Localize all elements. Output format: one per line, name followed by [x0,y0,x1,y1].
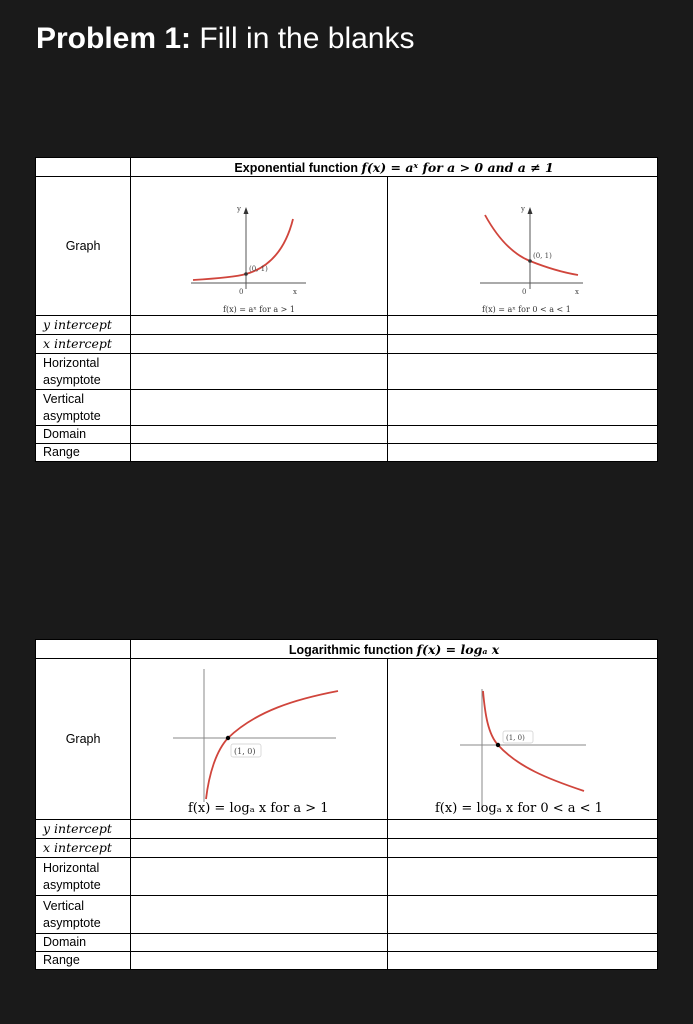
answer-cell[interactable] [387,354,657,390]
x-axis-label: x [293,288,298,296]
row-label-horizontal-asymptote: Horizontal asymptote [36,858,131,896]
answer-cell[interactable] [387,390,657,426]
y-axis-arrow-icon [244,207,249,214]
answer-cell[interactable] [131,820,387,839]
intercept-point [495,743,499,747]
exp-header-prefix: Exponential function [234,160,362,175]
answer-cell[interactable] [131,354,387,390]
exp-graph-label: Graph [36,177,131,316]
title-rest: Fill in the blanks [191,22,415,55]
log-graph-label: Graph [36,659,131,820]
answer-cell[interactable] [387,335,657,354]
row-label-horizontal-asymptote: Horizontal asymptote [36,354,131,390]
row-label-range: Range [36,952,131,970]
logarithmic-table [35,639,658,970]
answer-cell[interactable] [131,896,387,934]
answer-cell[interactable] [387,934,657,952]
header-empty-cell [36,640,131,659]
y-axis-label: y [237,205,242,213]
row-label-y-intercept: y intercept [36,316,131,335]
log-header-math: f(x) = logₐ x [416,641,500,657]
answer-cell[interactable] [387,820,657,839]
answer-cell[interactable] [387,858,657,896]
log-table-header [131,640,658,659]
log-growth-graph [131,659,387,819]
answer-cell[interactable] [131,444,387,462]
graph-caption: f(x) = aˣ for 0 < a < 1 [481,305,571,314]
row-label-domain: Domain [36,426,131,444]
log-decay-graph [388,659,658,819]
answer-cell[interactable] [131,839,387,858]
graph-caption: f(x) = aˣ for a > 1 [223,305,296,314]
log-decay-curve [483,691,584,791]
answer-cell[interactable] [131,426,387,444]
x-axis-label: x [574,288,579,296]
graph-caption: f(x) = logₐ x for a > 1 [188,801,329,816]
exp-table-header [131,158,658,177]
page-title [36,22,414,56]
answer-cell[interactable] [387,839,657,858]
title-bold: Problem 1: [36,22,192,55]
exp-decay-curve [485,215,578,275]
exp-growth-curve [193,219,293,280]
answer-cell[interactable] [131,858,387,896]
intercept-point [226,736,230,740]
exp-graph-growth [131,177,387,316]
row-label-x-intercept: x intercept [36,335,131,354]
point-label: (1, 0) [234,747,256,756]
point-label: (0, 1) [532,252,552,260]
point-label: (0, 1) [249,265,268,273]
log-graph-growth [131,659,387,820]
log-header-prefix: Logarithmic function [288,642,417,657]
origin-label: 0 [521,288,527,296]
row-label-range: Range [36,444,131,462]
exp-graph-decay [387,177,657,316]
answer-cell[interactable] [131,390,387,426]
header-empty-cell [36,158,131,177]
log-graph-decay [387,659,657,820]
answer-cell[interactable] [131,335,387,354]
exponential-table [35,157,658,462]
answer-cell[interactable] [131,952,387,970]
point-label: (1, 0) [505,734,525,742]
answer-cell[interactable] [387,444,657,462]
row-label-vertical-asymptote: Vertical asymptote [36,896,131,934]
exp-growth-graph [131,177,387,315]
row-label-y-intercept: y intercept [36,820,131,839]
graph-caption: f(x) = logₐ x for 0 < a < 1 [434,801,603,816]
log-growth-curve [206,691,338,799]
answer-cell[interactable] [131,316,387,335]
answer-cell[interactable] [131,934,387,952]
answer-cell[interactable] [387,952,657,970]
exp-header-math: f(x) = aˣ for a > 0 and a ≠ 1 [361,159,554,175]
intercept-point [528,259,532,263]
answer-cell[interactable] [387,316,657,335]
y-axis-label: y [520,205,525,213]
row-label-domain: Domain [36,934,131,952]
intercept-point [244,272,248,276]
exp-decay-graph [388,177,658,315]
row-label-x-intercept: x intercept [36,839,131,858]
answer-cell[interactable] [387,426,657,444]
origin-label: 0 [239,288,244,296]
answer-cell[interactable] [387,896,657,934]
row-label-vertical-asymptote: Vertical asymptote [36,390,131,426]
y-axis-arrow-icon [527,207,532,214]
